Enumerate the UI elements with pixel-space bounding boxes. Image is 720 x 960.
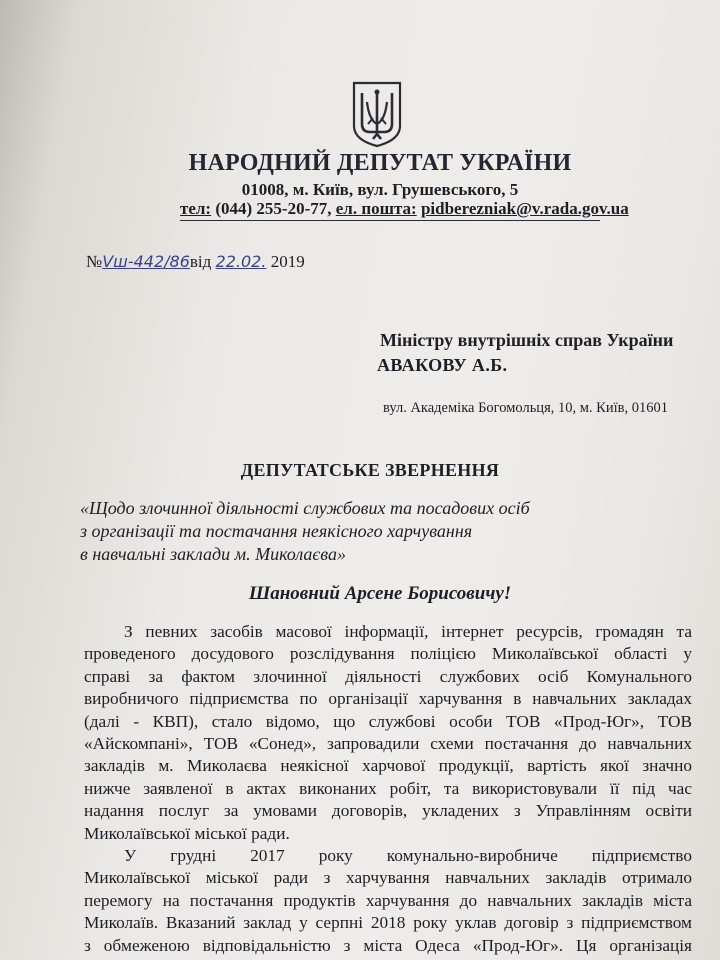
subject-line: з організації та постачання неякісного харчування — [80, 521, 473, 541]
phone-label: тел: — [180, 199, 212, 218]
recipient-position: Міністру внутрішніх справ України — [380, 330, 674, 350]
salutation: Шановний Арсене Борисовичу! — [248, 583, 512, 604]
trident-coat-of-arms-icon — [351, 80, 403, 148]
header-address: 01008, м. Київ, вул. Грушевського, 5 — [241, 180, 519, 199]
ref-year: 2019 — [270, 252, 305, 271]
body-line: нижче заявленої в актах виконаних робіт, та використовували її під час — [84, 778, 692, 798]
body-line: Миколаївської міської ради. — [84, 823, 290, 843]
body-line: Миколаївської міської ради з харчування навчальних закладів отримало — [84, 868, 692, 888]
body-line: проведеного досудового розслідування поліцією Миколаївської області у — [84, 644, 692, 664]
email-label: ел. пошта: — [335, 199, 417, 218]
body-line: виробничого підприємства по організації харчування в навчальних закладах — [84, 689, 692, 709]
contacts-separator: , — [327, 199, 336, 218]
body-line: У грудні 2017 року комунально-виробниче підприємство — [124, 846, 692, 866]
body-line: закладів м. Миколаєва неякісної харчової продукції, вартість якої значно — [84, 756, 692, 776]
body-line: з обмеженою відповідальністю з міста Одеса «Прод-Юг». Ця організація — [84, 935, 692, 955]
recipient-address: вул. Академіка Богомольця, 10, м. Київ, 01601 — [383, 400, 668, 416]
reference-line — [86, 252, 305, 272]
header-title: НАРОДНИЙ ДЕПУТАТ УКРАЇНИ — [188, 150, 572, 176]
document-subject — [80, 497, 600, 566]
body-line: Миколаїв. Вказаний заклад у серпні 2018 року уклав договір з підприємством — [84, 913, 692, 933]
subject-line: в навчальні заклади м. Миколаєва» — [80, 544, 346, 564]
body-line: З певних засобів масової інформації, інтернет ресурсів, громадян та — [124, 622, 692, 641]
body-line: справі за фактом злочинної діяльності службових осіб Комунального — [84, 666, 692, 686]
phone-number: (044) 255-20-77 — [215, 199, 328, 218]
header-contacts — [180, 199, 629, 221]
document-title: ДЕПУТАТСЬКЕ ЗВЕРНЕННЯ — [240, 460, 500, 480]
ref-from-label: від — [189, 252, 212, 271]
ref-number-handwritten: Vш-442/86 — [102, 252, 190, 271]
letter-body — [84, 621, 692, 957]
ref-number-prefix: № — [86, 252, 103, 271]
subject-line: «Щодо злочинної діяльності службових та посадових осіб — [80, 498, 530, 518]
email-address: pidberezniak@v.rada.gov.ua — [420, 199, 629, 218]
body-line: «Айскомпані», ТОВ «Сонед», запровадили схеми постачання до навчальних — [84, 734, 692, 754]
ref-date-handwritten: 22.02. — [215, 252, 267, 271]
body-line: надання послуг за умовами договорів, укладених з Управлінням освіти — [84, 801, 692, 821]
body-line: (далі - КВП), стало відомо, що службові особи ТОВ «Прод-Юг», ТОВ — [84, 711, 692, 731]
body-line: перемогу на постачання продуктів харчування до навчальних закладів міста — [84, 890, 692, 910]
recipient-name: АВАКОВУ А.Б. — [377, 355, 508, 375]
